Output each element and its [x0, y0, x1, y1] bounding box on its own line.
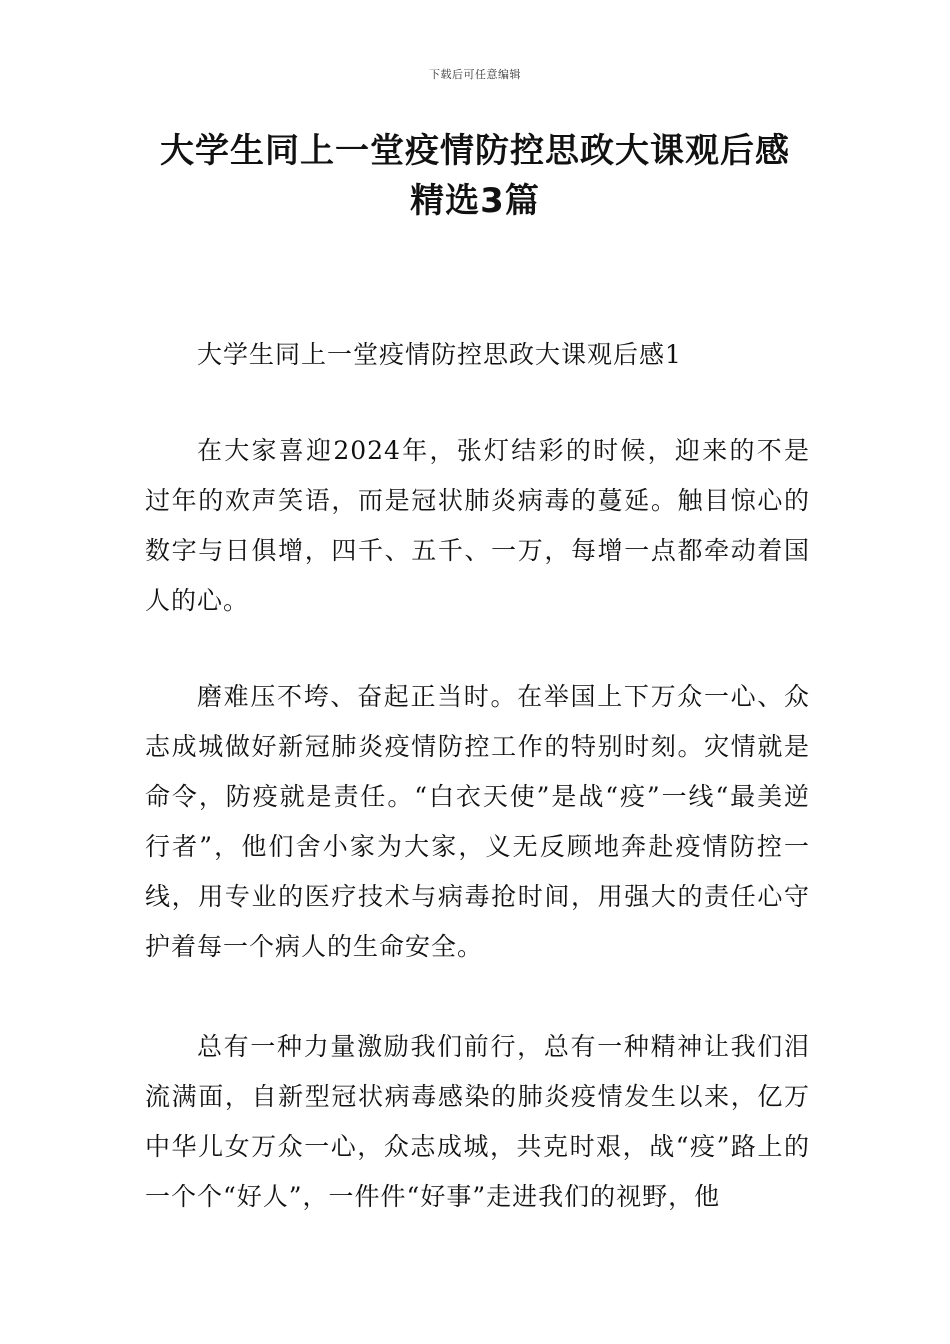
paragraph-1: 在大家喜迎2024年，张灯结彩的时候，迎来的不是过年的欢声笑语，而是冠状肺炎病毒的蔓延。触目惊心的数字与日俱增，四千、五千、一万，每增一点都牵动着国人的心。 — [145, 436, 810, 615]
document-title — [95, 126, 855, 226]
title-line-2: 精选3篇 — [410, 181, 540, 221]
paragraph-3: 总有一种力量激励我们前行，总有一种精神让我们泪流满面，自新型冠状病毒感染的肺炎疫情发生以来，亿万中华儿女万众一心，众志成城，共克时艰，战“疫”路上的一个个“好人”，一件件“好事”走进我们的视野，他 — [145, 1032, 810, 1211]
header-note: 下载后可任意编辑 — [429, 68, 521, 81]
title-line-1: 大学生同上一堂疫情防控思政大课观后感 — [160, 131, 790, 171]
paragraph-2: 磨难压不垮、奋起正当时。在举国上下万众一心、众志成城做好新冠肺炎疫情防控工作的特别时刻。灾情就是命令，防疫就是责任。“白衣天使”是战“疫”一线“最美逆行者”，他们舍小家为大家，义无反顾地奔赴疫情防控一线，用专业的医疗技术与病毒抢时间，用强大的责任心守护着每一个病人的生命安全。 — [145, 682, 810, 961]
section-heading: 大学生同上一堂疫情防控思政大课观后感1 — [197, 340, 682, 369]
